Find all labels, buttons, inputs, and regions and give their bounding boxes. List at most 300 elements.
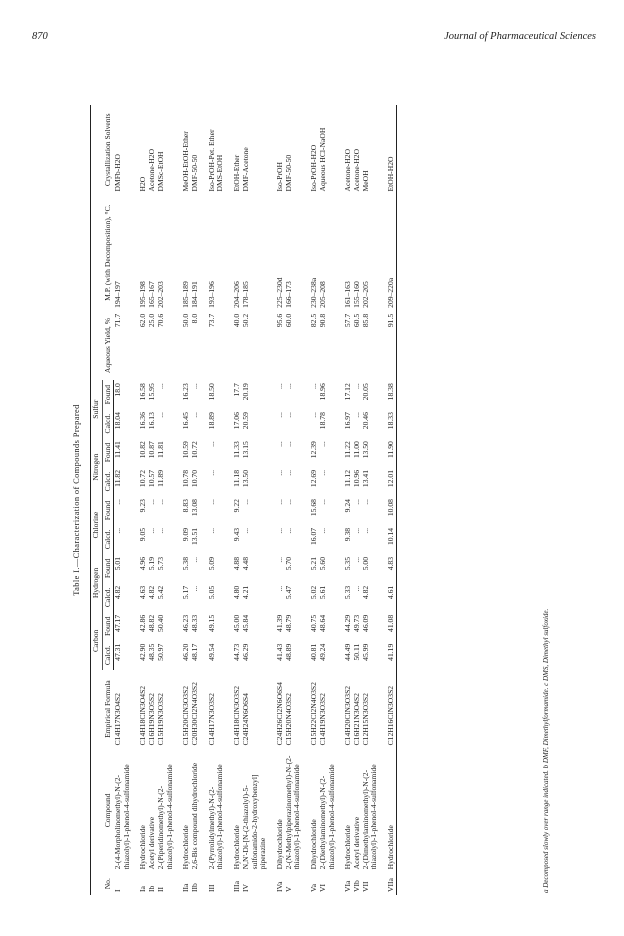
cell-melting-point: 165–167 <box>147 281 157 308</box>
cell-solvent: H2O <box>138 176 148 192</box>
cell-sulfur-found: 20.05 <box>360 383 370 401</box>
cell-solvent: Aqueous HCl-NaOH <box>317 127 327 192</box>
cell-carbon-calcd: 44.49 <box>343 643 353 661</box>
cell-solvent: Iso-PrOH-H2O <box>309 144 319 192</box>
cell-compound: Acetyl derivative <box>352 816 362 870</box>
cell-melting-point: 161–163 <box>343 281 353 308</box>
cell-sulfur-calcd: 17.06 <box>232 412 242 430</box>
cell-solvent: DMF-Acetone <box>240 147 250 192</box>
cell-sulfur-found: 18.96 <box>317 383 327 401</box>
cell-carbon-calcd: 49.54 <box>206 643 216 661</box>
cell-chlorine-found: ... <box>113 499 123 505</box>
cell-aqueous-yield: 57.7 <box>343 313 353 328</box>
cell-compound: Dihydrochloride <box>275 819 284 870</box>
cell-chlorine-found: ... <box>147 499 157 505</box>
cell-nitrogen-calcd: 11.89 <box>155 470 165 487</box>
cell-solvent: DMSc-EtOH <box>155 151 165 192</box>
cell-no: Ib <box>147 885 157 892</box>
cell-formula: C14H19N3O3S2 <box>317 693 327 746</box>
cell-formula: C16H19N3O5S2 <box>147 693 157 746</box>
cell-solvent: DMF-50-50 <box>189 154 199 192</box>
header-chlorine: Chlorine <box>91 496 103 554</box>
cell-no: IIa <box>181 883 191 892</box>
table-row <box>200 105 225 895</box>
cell-no: IVa <box>275 881 284 892</box>
cell-compound: 2-(N-Methylpiperazinomethyl)-N-(2-thiazolyl)-1-phenol-4-sulfonamide <box>283 755 302 870</box>
cell-sulfur-found: 16.23 <box>181 383 191 401</box>
table-row <box>157 105 174 895</box>
cell-melting-point: 185–189 <box>181 281 191 308</box>
cell-hydrogen-calcd: 4.82 <box>113 585 123 600</box>
cell-carbon-found: 48.79 <box>283 614 293 632</box>
cell-hydrogen-calcd: 5.42 <box>155 585 165 600</box>
cell-hydrogen-found: ... <box>275 556 284 563</box>
cell-carbon-found: 45.84 <box>240 614 250 632</box>
cell-no: Va <box>309 883 319 892</box>
cell-nitrogen-found: 11.81 <box>155 441 165 458</box>
cell-sulfur-calcd: 16.36 <box>138 412 148 430</box>
cell-carbon-calcd: 47.31 <box>113 643 123 661</box>
cell-chlorine-found: 8.83 <box>181 499 191 513</box>
cell-chlorine-calcd: 9.38 <box>343 527 353 542</box>
cell-nitrogen-calcd: 12.01 <box>379 467 396 496</box>
cell-chlorine-calcd: 9.43 <box>232 527 242 542</box>
table-row <box>336 105 353 895</box>
characterization-table <box>90 105 397 895</box>
cell-formula: C16H21N3O4S2 <box>352 693 362 746</box>
cell-carbon-calcd: 41.19 <box>379 641 396 670</box>
cell-nitrogen-calcd: 10.72 <box>138 470 148 488</box>
cell-melting-point: 202–203 <box>155 281 165 308</box>
cell-formula: C14H20ClN3O3S2 <box>343 685 353 746</box>
cell-no: I <box>112 889 122 892</box>
cell-formula: C12H15N3O3S2 <box>360 693 370 746</box>
cell-carbon-found: 46.23 <box>181 614 191 632</box>
cell-aqueous-yield: 71.7 <box>112 313 122 328</box>
cell-melting-point: 194–197 <box>112 281 122 308</box>
cell-sulfur-calcd: 16.13 <box>147 412 157 430</box>
cell-solvent: DMFb-H2O <box>112 153 122 192</box>
cell-chlorine-found: ... <box>360 499 370 505</box>
cell-chlorine-found: ... <box>155 499 165 505</box>
cell-aqueous-yield: 60.5 <box>352 313 362 328</box>
cell-melting-point: 209–220a <box>379 195 396 311</box>
cell-hydrogen-calcd: 4.61 <box>379 583 396 612</box>
header-nitrogen: Nitrogen <box>91 438 103 496</box>
header-carbon: Carbon <box>91 612 103 670</box>
cell-compound: N,N'-Di-[N-(2-thiazolyl)-5-sulfonamido-2-hydroxybenzyl] piperazine <box>240 774 268 870</box>
cell-melting-point: 204–206 <box>232 281 242 308</box>
cell-hydrogen-found: 5.21 <box>309 556 319 571</box>
header-hydrogen: Hydrogen <box>91 554 103 612</box>
cell-aqueous-yield: 95.6 <box>275 313 284 328</box>
cell-solvent: Acetone-H2O <box>343 148 353 192</box>
header-aqueous-yield: Aqueous Yield, % <box>91 311 114 380</box>
cell-hydrogen-calcd: 4.63 <box>138 585 148 600</box>
cell-no: VII <box>360 881 370 892</box>
cell-compound: 2,6-Bis compound dihydrochloride <box>189 762 199 870</box>
cell-carbon-found: 46.09 <box>360 614 370 632</box>
cell-sulfur-calcd: 20.46 <box>360 412 370 430</box>
table-row <box>268 105 285 895</box>
cell-chlorine-calcd: ... <box>155 527 165 534</box>
cell-nitrogen-found: 12.39 <box>309 441 319 459</box>
header-calcd: Calcd. <box>102 583 114 612</box>
table-row <box>174 105 191 895</box>
table-row <box>131 105 148 895</box>
cell-nitrogen-calcd: 10.96 <box>352 470 362 488</box>
cell-aqueous-yield: 70.6 <box>155 313 165 328</box>
table-footnote: a Decomposed slowly over range indicated. b DMF, Dimethylformamide. c DMS, Dimethyl sulfoxide. <box>542 608 550 893</box>
cell-nitrogen-calcd: 11.82 <box>113 470 123 487</box>
cell-chlorine-found: 9.23 <box>138 499 148 513</box>
cell-solvent: Acetone-H2O <box>147 148 157 192</box>
cell-hydrogen-found: ... <box>189 556 199 563</box>
cell-solvent: EtOH-Ether <box>232 154 242 192</box>
cell-carbon-found: 49.73 <box>352 614 362 632</box>
cell-nitrogen-calcd: 13.41 <box>360 470 370 488</box>
cell-chlorine-calcd: 9.05 <box>138 527 148 542</box>
cell-hydrogen-calcd: 4.82 <box>147 585 157 600</box>
cell-chlorine-calcd: ... <box>283 527 293 534</box>
cell-hydrogen-calcd: ... <box>189 585 199 592</box>
cell-formula: C20H30Cl2N4O3S2 <box>189 682 199 746</box>
cell-carbon-calcd: 48.17 <box>189 643 199 661</box>
header-solvents: Crystallization Solvents <box>91 105 114 195</box>
cell-carbon-calcd: 46.20 <box>181 643 191 661</box>
cell-compound: Dihydrochloride <box>309 819 319 870</box>
cell-sulfur-calcd: 18.33 <box>379 409 396 438</box>
cell-aqueous-yield: 50.0 <box>181 313 191 328</box>
cell-sulfur-calcd: ... <box>352 412 362 418</box>
cell-nitrogen-found: ... <box>275 441 284 447</box>
table-row <box>285 105 302 895</box>
cell-compound: 2-(Diethylaminomethyl)-N-(2-thiazolyl)-1-phenol-4-sulfonamide <box>317 764 336 870</box>
cell-formula: C14H18ClN3O3S2 <box>232 685 242 746</box>
header-mp: M.P. (with Decomposition), °C. <box>91 195 114 311</box>
header-found: Found <box>102 496 114 525</box>
cell-hydrogen-calcd: 4.82 <box>360 585 370 600</box>
cell-hydrogen-calcd: 5.61 <box>317 585 327 600</box>
cell-nitrogen-calcd: 10.57 <box>147 470 157 488</box>
cell-chlorine-found: 15.68 <box>309 499 319 517</box>
cell-formula: C12H16ClN3O3S2 <box>379 670 396 749</box>
cell-sulfur-calcd: ... <box>189 412 199 418</box>
cell-melting-point: 178–185 <box>240 281 250 308</box>
cell-sulfur-calcd: ... <box>155 412 165 418</box>
cell-chlorine-calcd: 16.07 <box>309 527 319 545</box>
cell-nitrogen-found: 10.59 <box>181 441 191 459</box>
cell-no: IV <box>240 883 250 892</box>
cell-nitrogen-found: 10.72 <box>189 441 199 459</box>
journal-title: Journal of Pharmaceutical Sciences <box>444 31 596 42</box>
cell-aqueous-yield: 73.7 <box>206 313 216 328</box>
cell-sulfur-found: ... <box>283 383 293 389</box>
cell-formula: C15H20ClN3O3S2 <box>181 685 191 746</box>
cell-nitrogen-found: 11.33 <box>232 441 242 458</box>
cell-carbon-found: 41.08 <box>379 612 396 641</box>
cell-aqueous-yield: 25.0 <box>147 313 157 328</box>
cell-nitrogen-calcd: 11.18 <box>232 470 242 487</box>
cell-carbon-found: 49.15 <box>206 614 216 632</box>
cell-carbon-found: 48.82 <box>147 614 157 632</box>
cell-sulfur-found: 17.12 <box>343 383 353 401</box>
cell-melting-point: 166–173 <box>283 281 293 308</box>
cell-nitrogen-found: 13.50 <box>360 441 370 459</box>
table-row <box>114 105 131 895</box>
cell-sulfur-calcd: ... <box>309 412 319 418</box>
cell-sulfur-calcd: ... <box>275 412 284 418</box>
cell-melting-point: 230–238a <box>309 277 319 308</box>
cell-sulfur-calcd: ... <box>283 412 293 418</box>
cell-melting-point: 205–208 <box>317 281 327 308</box>
cell-chlorine-found: 9.24 <box>343 499 353 513</box>
cell-compound: Acetyl derivative <box>147 816 157 870</box>
cell-carbon-found: 50.40 <box>155 614 165 632</box>
cell-formula: C15H19N3O3S2 <box>155 693 165 746</box>
cell-chlorine-calcd: ... <box>113 527 123 534</box>
cell-hydrogen-found: 5.00 <box>360 556 370 571</box>
cell-nitrogen-found: ... <box>317 441 327 447</box>
cell-formula: C14H17N3O3S2 <box>206 693 216 746</box>
cell-nitrogen-found: 10.87 <box>147 441 157 459</box>
cell-compound: Hydrochloride <box>232 825 242 870</box>
cell-carbon-calcd: 48.89 <box>283 643 293 661</box>
cell-nitrogen-calcd: 13.50 <box>240 470 250 488</box>
cell-carbon-calcd: 41.43 <box>275 643 284 661</box>
cell-melting-point: 184–191 <box>189 281 199 308</box>
cell-carbon-calcd: 40.81 <box>309 643 319 661</box>
header-sulfur: Sulfur <box>91 380 103 438</box>
cell-hydrogen-found: 5.60 <box>317 556 327 571</box>
cell-no: IIIa <box>232 881 242 892</box>
cell-hydrogen-found: 5.35 <box>343 556 353 571</box>
cell-chlorine-calcd: ... <box>147 527 157 534</box>
rotated-table-block <box>72 105 577 895</box>
cell-compound: Hydrochloride <box>138 825 148 870</box>
cell-carbon-calcd: 44.73 <box>232 643 242 661</box>
cell-compound: Hydrochloride <box>343 825 353 870</box>
cell-chlorine-found: ... <box>283 499 293 505</box>
cell-no: VIb <box>352 880 362 892</box>
cell-sulfur-calcd: 18.04 <box>113 412 123 430</box>
cell-compound: Hydrochloride <box>379 748 396 872</box>
cell-melting-point: 155–160 <box>352 281 362 308</box>
cell-aqueous-yield: 82.5 <box>309 313 319 328</box>
cell-carbon-found: 45.00 <box>232 614 242 632</box>
cell-chlorine-calcd: ... <box>352 527 362 534</box>
cell-aqueous-yield: 90.8 <box>317 313 327 328</box>
cell-solvent: Acetone-H2O <box>352 148 362 192</box>
cell-melting-point: 195–198 <box>138 281 148 308</box>
cell-nitrogen-found: 11.41 <box>113 441 123 458</box>
cell-nitrogen-found: ... <box>283 441 293 447</box>
cell-melting-point: 202–205 <box>360 281 370 308</box>
cell-hydrogen-calcd: ... <box>352 585 362 592</box>
cell-carbon-found: 41.39 <box>275 614 284 632</box>
header-calcd: Calcd. <box>102 641 114 670</box>
cell-chlorine-found: ... <box>352 499 362 505</box>
cell-hydrogen-found: 5.70 <box>283 556 293 571</box>
cell-formula: C14H17N3O4S2 <box>112 693 122 746</box>
cell-sulfur-calcd: 20.59 <box>240 412 250 430</box>
cell-hydrogen-calcd: 4.80 <box>232 585 242 600</box>
cell-chlorine-calcd: ... <box>317 527 327 534</box>
cell-aqueous-yield: 8.0 <box>189 313 199 324</box>
cell-hydrogen-found: 4.48 <box>240 556 250 571</box>
cell-compound: 2-(Pyrrolidylmethyl)-N-(2-thiazolyl)-1-phenol-4-sulfonamide <box>206 764 225 870</box>
cell-sulfur-found: 18.38 <box>379 380 396 409</box>
cell-chlorine-found: 10.08 <box>379 496 396 525</box>
cell-hydrogen-found: 4.83 <box>379 554 396 583</box>
page-number: 870 <box>32 31 48 42</box>
cell-compound: 2-(4-Morpholinomethyl)-N-(2-thiazolyl)-1-phenol-4-sulfonamide <box>112 764 131 870</box>
cell-no: II <box>155 886 165 892</box>
cell-nitrogen-found: 11.90 <box>379 438 396 467</box>
cell-sulfur-found: ... <box>309 383 319 389</box>
table-row <box>379 105 396 895</box>
cell-compound: 2-(Dimethylaminomethyl)-N-(2-thiazolyl)-1-phenol-4-sulfonamide <box>360 764 379 870</box>
cell-hydrogen-calcd: 5.47 <box>283 585 293 600</box>
cell-solvent: MeOH-EtOH-Ether <box>181 131 191 192</box>
cell-carbon-calcd: 42.90 <box>138 643 148 661</box>
cell-sulfur-calcd: 16.97 <box>343 412 353 430</box>
cell-hydrogen-calcd: 5.05 <box>206 585 216 600</box>
cell-carbon-calcd: 50.97 <box>155 643 165 661</box>
cell-carbon-found: 48.64 <box>317 614 327 632</box>
cell-sulfur-found: ... <box>189 383 199 389</box>
header-found: Found <box>102 554 114 583</box>
cell-nitrogen-calcd: 10.70 <box>189 470 199 488</box>
table-row <box>319 105 336 895</box>
header-calcd: Calcd. <box>102 409 114 438</box>
cell-sulfur-found: 17.7 <box>232 383 242 397</box>
cell-formula: C15H20N4O3S2 <box>283 693 293 746</box>
cell-formula: C24H24N6O6S4 <box>240 693 250 746</box>
cell-aqueous-yield: 40.0 <box>232 313 242 328</box>
cell-aqueous-yield: 91.5 <box>379 311 396 380</box>
cell-carbon-calcd: 46.29 <box>240 643 250 661</box>
cell-compound: 2-(Piperidinomethyl)-N-(2-thiazolyl)-1-phenol-4-sulfonamide <box>155 764 174 870</box>
cell-melting-point: 225–230d <box>275 277 284 308</box>
cell-chlorine-calcd: ... <box>206 527 216 534</box>
cell-nitrogen-found: ... <box>206 441 216 447</box>
cell-nitrogen-calcd: ... <box>275 470 284 476</box>
header-calcd: Calcd. <box>102 525 114 554</box>
table-row <box>225 105 242 895</box>
cell-nitrogen-found: 11.22 <box>343 441 353 458</box>
cell-sulfur-found: ... <box>352 383 362 389</box>
cell-nitrogen-calcd: 12.69 <box>309 470 319 488</box>
cell-solvent: MeOH <box>360 170 370 192</box>
header-formula: Empirical Formula <box>91 670 114 749</box>
cell-hydrogen-calcd: 5.33 <box>343 585 353 600</box>
cell-hydrogen-calcd: 4.21 <box>240 585 250 600</box>
cell-aqueous-yield: 60.0 <box>283 313 293 328</box>
cell-carbon-found: 42.86 <box>138 614 148 632</box>
cell-formula: C24H26Cl2N6O6S4 <box>275 682 284 746</box>
cell-solvent: Iso-PrOH <box>275 162 284 192</box>
cell-sulfur-calcd: 18.78 <box>317 412 327 430</box>
cell-nitrogen-calcd: 10.78 <box>181 470 191 488</box>
cell-hydrogen-calcd: 5.17 <box>181 585 191 600</box>
cell-chlorine-calcd: ... <box>275 527 284 534</box>
cell-nitrogen-found: 11.00 <box>352 441 362 458</box>
table-row <box>302 105 319 895</box>
cell-carbon-calcd: 48.35 <box>147 643 157 661</box>
cell-no: VIa <box>343 880 353 892</box>
cell-sulfur-found: 18.0 <box>113 383 123 397</box>
cell-carbon-found: 40.75 <box>309 614 319 632</box>
cell-carbon-calcd: 45.99 <box>360 643 370 661</box>
header-found: Found <box>102 612 114 641</box>
cell-chlorine-calcd: 13.51 <box>189 527 199 545</box>
cell-sulfur-calcd: 16.45 <box>181 412 191 430</box>
cell-chlorine-calcd: ... <box>240 527 250 534</box>
cell-no: Ia <box>138 886 148 892</box>
cell-chlorine-calcd: 9.09 <box>181 527 191 542</box>
cell-chlorine-calcd: 10.14 <box>379 525 396 554</box>
table-body <box>114 105 396 895</box>
cell-sulfur-calcd: 18.89 <box>206 412 216 430</box>
cell-nitrogen-calcd: ... <box>206 470 216 476</box>
cell-hydrogen-found: 4.96 <box>138 556 148 571</box>
header-no: No. <box>91 872 114 895</box>
cell-aqueous-yield: 62.0 <box>138 313 148 328</box>
cell-chlorine-found: ... <box>317 499 327 505</box>
cell-chlorine-found: 9.22 <box>232 499 242 513</box>
table-title: Table I.—Characterization of Compounds Prepared <box>72 404 81 596</box>
cell-hydrogen-found: 5.01 <box>113 556 123 571</box>
cell-hydrogen-found: 5.38 <box>181 556 191 571</box>
cell-nitrogen-calcd: 11.12 <box>343 470 353 487</box>
cell-no: VI <box>317 883 327 892</box>
cell-chlorine-found: 13.08 <box>189 499 199 517</box>
cell-carbon-calcd: 50.11 <box>352 643 362 661</box>
cell-aqueous-yield: 50.2 <box>240 313 250 328</box>
cell-solvent: Iso-PrOH-Pet. Ether DMS-EtOH <box>206 129 225 192</box>
cell-carbon-found: 48.33 <box>189 614 199 632</box>
table-row <box>362 105 379 895</box>
header-found: Found <box>102 438 114 467</box>
cell-chlorine-calcd: ... <box>360 527 370 534</box>
cell-no: V <box>283 886 293 892</box>
header-calcd: Calcd. <box>102 467 114 496</box>
cell-hydrogen-found: ... <box>352 556 362 563</box>
cell-carbon-found: 44.29 <box>343 614 353 632</box>
cell-hydrogen-found: 5.19 <box>147 556 157 571</box>
header-compound: Compound <box>91 748 114 872</box>
cell-sulfur-found: 18.50 <box>206 383 216 401</box>
cell-chlorine-found: ... <box>206 499 216 505</box>
cell-sulfur-found: 20.19 <box>240 383 250 401</box>
cell-hydrogen-calcd: 5.02 <box>309 585 319 600</box>
cell-sulfur-found: ... <box>275 383 284 389</box>
cell-carbon-calcd: 49.24 <box>317 643 327 661</box>
cell-carbon-found: 47.17 <box>113 614 123 632</box>
cell-no: IIb <box>189 883 199 892</box>
cell-nitrogen-found: 10.82 <box>138 441 148 459</box>
cell-chlorine-found: ... <box>240 499 250 505</box>
cell-hydrogen-found: 4.88 <box>232 556 242 571</box>
cell-solvent: DMF-50-50 <box>283 154 293 192</box>
cell-compound: Hydrochloride <box>181 825 191 870</box>
cell-no: III <box>206 884 216 892</box>
header-found: Found <box>102 380 114 409</box>
cell-hydrogen-found: 5.09 <box>206 556 216 571</box>
cell-solvent: EtOH-H2O <box>379 105 396 195</box>
cell-nitrogen-found: 13.15 <box>240 441 250 459</box>
